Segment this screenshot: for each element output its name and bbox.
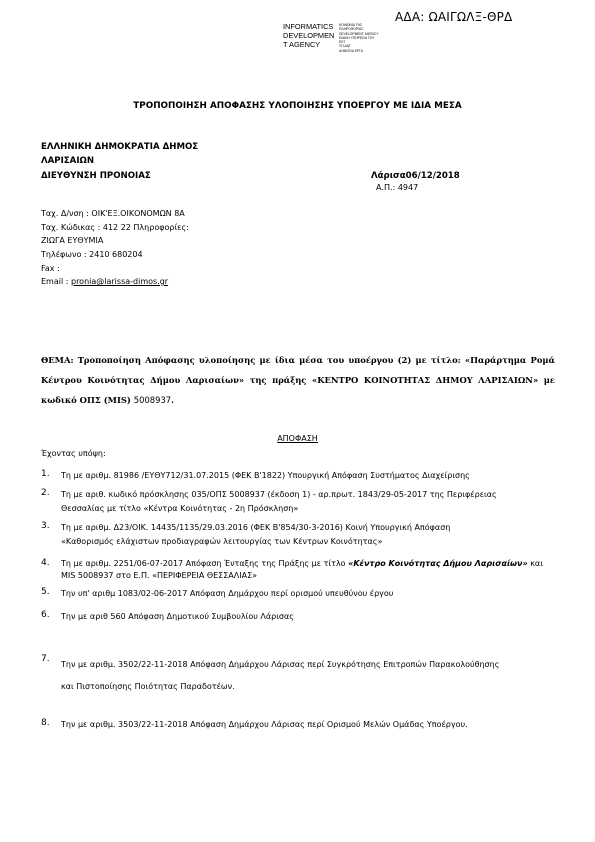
list-item: Τη με αριθμ. 81986 /ΕΥΘΥ712/31.07.2015 (ΦΕΚ Β'1822) Υπουργική Απόφαση Συστήματος Διαχείρισης [61, 471, 470, 480]
logo-line: INFORMATICS [283, 22, 334, 31]
logo-small-text [339, 23, 379, 53]
item-number: 4. [41, 558, 50, 568]
list-item-line: Θεσσαλίας με τίτλο «Κέντρα Κοινότητας - 2η Πρόσκληση» [61, 504, 299, 513]
contact-fax: Fax : [41, 264, 60, 273]
decision-title: ΑΠΟΦΑΣΗ [277, 434, 318, 443]
logo-small-line: ΚΟΙΝΩΝΙΑ ΤΗΣ [339, 23, 363, 27]
item-text: και MIS 5008937 στο Ε.Π. «ΠΕΡΙΦΕΡΕΙΑ ΘΕΣΣΑΛΙΑΣ» [61, 559, 543, 580]
list-item-line: Τη με αριθ. κωδικό πρόσκλησης 035/ΟΠΣ 5008937 (έκδοση 1) - αρ.πρωτ. 1843/29-05-2017 της Περιφέρειας [61, 490, 497, 499]
header-line-3: ΔΙΕΥΘΥΝΣΗ ΠΡΟΝΟΙΑΣ [41, 171, 151, 181]
logo-small-line: ΥΠ.ΑΑΤ [339, 44, 351, 49]
contact-person: ΖΙΩΓΑ ΕΥΘΥΜΙΑ [41, 236, 104, 245]
item-number: 2. [41, 488, 50, 498]
item-number: 3. [41, 521, 50, 531]
contact-email-row [41, 277, 168, 286]
informatics-agency-logo [283, 22, 393, 53]
item-text: Τη με αριθμ. 2251/06-07-2017 Απόφαση Ένταξης της Πράξης με τίτλο [61, 559, 349, 568]
list-item: Την με αριθμ. 3503/22-11-2018 Απόφαση Δημάρχου Λάρισας περί Ορισμού Μελών Ομάδας Υποέργου. [61, 720, 468, 729]
item-number: 5. [41, 587, 50, 597]
item-number: 1. [41, 469, 50, 479]
ada-code: ΑΔΑ: ΩΑΙΓΩΛΞ-ΘΡΔ [395, 10, 513, 24]
document-title: ΤΡΟΠΟΠΟΙΗΣΗ ΑΠΟΦΑΣΗΣ ΥΛΟΠΟΙΗΣΗΣ ΥΠΟΕΡΓΟΥ ΜΕ ΙΔΙΑ ΜΕΣΑ [133, 101, 462, 111]
mis-code: 5008937 [133, 395, 172, 405]
logo-line: DEVELOPMEN [283, 31, 335, 40]
protocol-number: Α.Π.: 4947 [376, 183, 419, 192]
email-label: Email : [41, 277, 71, 286]
list-item [61, 654, 555, 698]
contact-phone: Τηλέφωνο : 2410 680204 [41, 250, 143, 259]
item-number: 6. [41, 610, 50, 620]
logo-small-line: DEVELOPMENT AGENCY [339, 31, 379, 36]
list-item-line: και Πιστοποίησης Ποιότητας Παραδοτέων. [61, 682, 235, 691]
logo-small-line: ΕΚΤ [339, 40, 346, 45]
list-item-line: Την με αριθμ. 3502/22-11-2018 Απόφαση Δημάρχου Λάρισας περί Συγκρότησης Επιτροπών Παρακολούθησης [61, 660, 500, 669]
subject-paragraph [41, 350, 555, 410]
email-link[interactable]: pronia@larissa-dimos.gr [70, 277, 169, 286]
contact-postal: Ταχ. Κώδικας : 412 22 Πληροφορίες: [41, 223, 189, 232]
list-item-line: «Καθορισμός ελάχιστων προδιαγραφών λειτουργίας των Κέντρων Κοινότητας» [61, 537, 383, 546]
contact-address: Ταχ. Δ/νση : ΟΙΚ'ΕΞ.ΟΙΚΟΝΟΜΩΝ 8Α [41, 209, 185, 218]
header-line-2: ΛΑΡΙΣΑΙΩΝ [41, 156, 95, 166]
list-item: Την υπ' αριθμ 1083/02-06-2017 Απόφαση Δημάρχου περί ορισμού υπευθύνου έργου [61, 589, 394, 598]
logo-small-line: ΔΗΜΟΣΙΑ ΕΡΓΑ [339, 48, 363, 53]
item-number: 8. [41, 718, 50, 728]
having-in-mind: Έχοντας υπόψη: [41, 449, 106, 458]
list-item [61, 488, 555, 516]
subject-end: . [171, 395, 175, 405]
logo-small-line: ΠΛΗΡΟΦΟΡΙΑΣ [339, 27, 364, 32]
list-item-line: Τη με αριθμ. Δ23/ΟΙΚ. 14435/1135/29.03.2016 (ΦΕΚ Β'854/30-3-2016) Κοινή Υπουργική Απόφαση [61, 523, 451, 532]
city-date: Λάρισα06/12/2018 [371, 171, 460, 181]
list-item [61, 558, 555, 582]
logo-small-line: ΕΙΔΙΚΗ ΥΠΗΡΕΣΙΑ ΤΟΥ [339, 35, 375, 40]
list-item: Την με αριθ 560 Απόφαση Δημοτικού Συμβουλίου Λάρισας [61, 612, 294, 621]
item-bold-title: «Κέντρο Κοινότητας Δήμου Λαρισαίων» [348, 559, 528, 568]
header-line-1: ΕΛΛΗΝΙΚΗ ΔΗΜΟΚΡΑΤΙΑ ΔΗΜΟΣ [41, 142, 199, 152]
list-item [61, 521, 555, 549]
logo-text [283, 22, 334, 49]
subject-text: ΘΕΜΑ: Τροποποίηση Απόφασης υλοποίησης με ίδια μέσα του υποέργου (2) με τίτλο: «Παράρτημα Ρομά Κέντρου Κοινότητας Δήμου Λαρισαίων» της πράξης «ΚΕΝΤΡΟ ΚΟΙΝΟΤΗΤΑΣ ΔΗΜΟΥ ΛΑΡΙΣΑΙΩΝ» με κωδικό ΟΠΣ (MIS) [41, 355, 555, 405]
item-number: 7. [41, 654, 50, 664]
logo-line: T AGENCY [283, 40, 321, 49]
